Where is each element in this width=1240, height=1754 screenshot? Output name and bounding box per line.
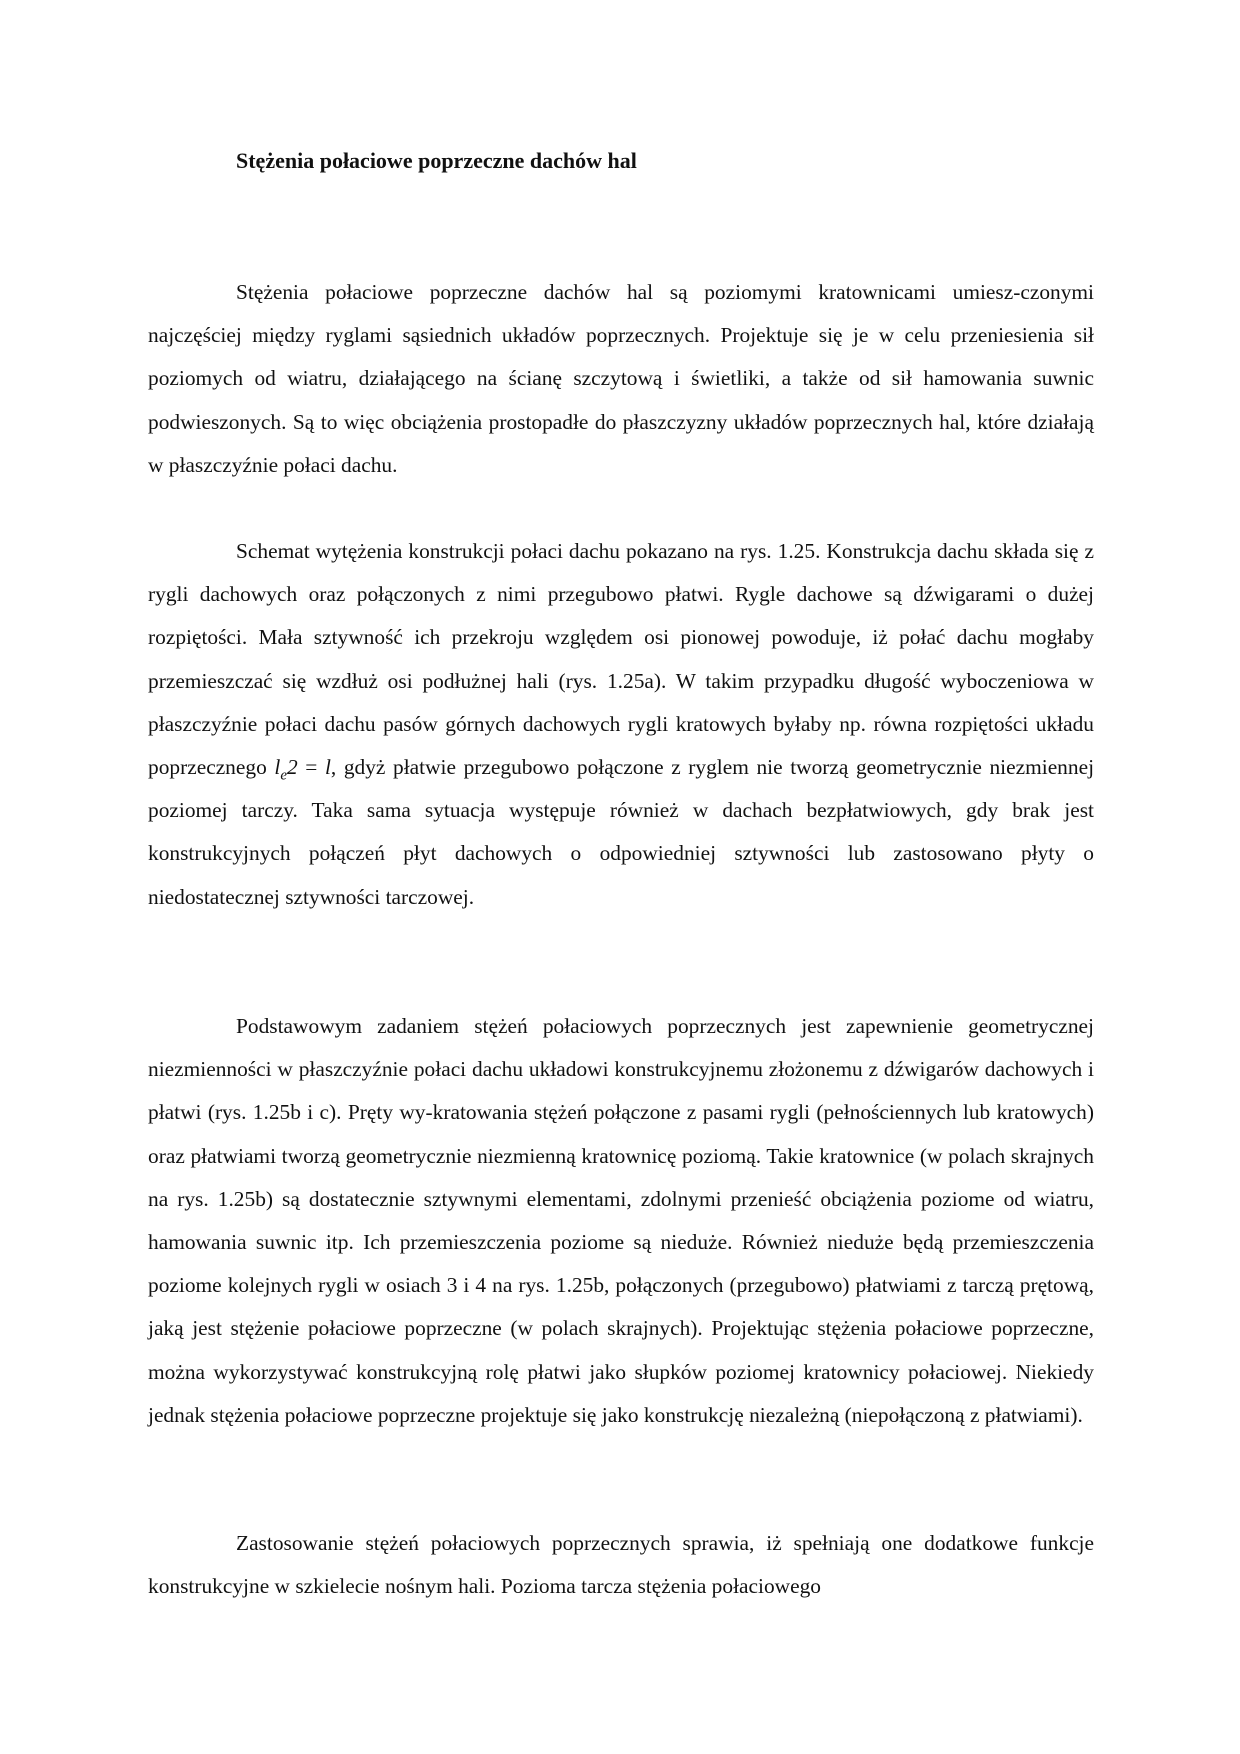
document-title: Stężenia połaciowe poprzeczne dachów hal <box>236 148 637 173</box>
paragraph-2-text-end: , gdyż płatwie przegubowo połączone z ryglem nie tworzą geometrycznie niezmiennej poziomej tarczy. Taka sama sytuacja występuje również w dachach bezpłatwiowych, gdy brak jest konstrukcyjnych połączeń płyt dachowych o odpowiedniej sztywności lub zastosowano płyty o niedostatecznej sztywności tarczowej. <box>148 755 1095 909</box>
paragraph-1: Stężenia połaciowe poprzeczne dachów hal są poziomymi kratownicami umiesz-czonymi najczęściej między ryglami sąsiednich układów poprzecznych. Projektuje się je w celu przeniesienia sił poziomych od wiatru, działającego na ścianę szczytową i świetliki, a także od sił hamowania suwnic podwieszonych. Są to więc obciążenia prostopadłe do płaszczyzny układów poprzecznych hal, które działają w płaszczyźnie połaci dachu. <box>148 280 1094 477</box>
symbol-l: l <box>324 755 331 780</box>
symbol-l-e: $l_e2$ <box>274 755 298 784</box>
paragraph-4: Zastosowanie stężeń połaciowych poprzecznych sprawia, iż spełniają one dodatkowe funkcje konstrukcyjne w szkielecie nośnym hali. Pozioma tarcza stężenia połaciowego <box>148 1531 1094 1599</box>
paragraph-3: Podstawowym zadaniem stężeń połaciowych poprzecznych jest zapewnienie geometrycznej niezmienności w płaszczyźnie połaci dachu układowi konstrukcyjnemu złożonemu z dźwigarów dachowych i płatwi (rys. 1.25b i c). Pręty wy-kratowania stężeń połączone z pasami rygli (pełnościennych lub kratowych) oraz płatwiami tworzą geometrycznie niezmienną kratownicę poziomą. Takie kratownice (w polach skrajnych na rys. 1.25b) są dostatecznie sztywnymi elementami, zdolnymi przenieść obciążenia poziome od wiatru, hamowania suwnic itp. Ich przemieszczenia poziome są nieduże. Również nieduże będą przemieszczenia poziome kolejnych rygli w osiach 3 i 4 na rys. 1.25b, połączonych (przegubowo) płatwiami z tarczą prętową, jaką jest stężenie połaciowe poprzeczne (w polach skrajnych). Projektując stężenia połaciowe poprzeczne, można wykorzystywać konstrukcyjną rolę płatwi jako słupków poziomej kratownicy połaciowej. Niekiedy jednak stężenia połaciowe poprzeczne projektuje się jako konstrukcję niezależną (niepołączoną z płatwiami). <box>148 1014 1094 1427</box>
paragraph-2: Schemat wytężenia konstrukcji połaci dachu pokazano na rys. 1.25. Konstrukcja dachu składa się z rygli dachowych oraz połączonych z nimi przegubowo płatwi. Rygle dachowe są dźwigarami o dużej rozpiętości. Mała sztywność ich przekroju względem osi pionowej powoduje, iż połać dachu mogłaby przemieszczać się wzdłuż osi podłużnej hali (rys. 1.25a). W takim przypadku długość wyboczeniowa w płaszczyźnie połaci dachu pasów górnych dachowych rygli kratowych byłaby np. równa rozpiętości układu poprzecznego $l_e2 = l$, gdyż płatwie przegubowo połączone z ryglem nie tworzą geometrycznie niezmiennej poziomej tarczy. Taka sama sytuacja występuje również w dachach bezpłatwiowych, gdy brak jest konstrukcyjnych połączeń płyt dachowych o odpowiedniej sztywności lub zastosowano płyty o niedostatecznej sztywności tarczowej. <box>148 539 1095 909</box>
paragraph-2-text-start: Schemat wytężenia konstrukcji połaci dachu pokazano na rys. 1.25. Konstrukcja dachu składa się z rygli dachowych oraz połączonych z nimi przegubowo płatwi. Rygle dachowe są dźwigarami o dużej rozpiętości. Mała sztywność ich przekroju względem osi pionowej powoduje, iż połać dachu mogłaby przemieszczać się wzdłuż osi podłużnej hali (rys. 1.25a). W takim przypadku długość wyboczeniowa w płaszczyźnie połaci dachu pasów górnych dachowych rygli kratowych byłaby np. równa rozpiętości układu poprzecznego <box>148 539 1094 780</box>
